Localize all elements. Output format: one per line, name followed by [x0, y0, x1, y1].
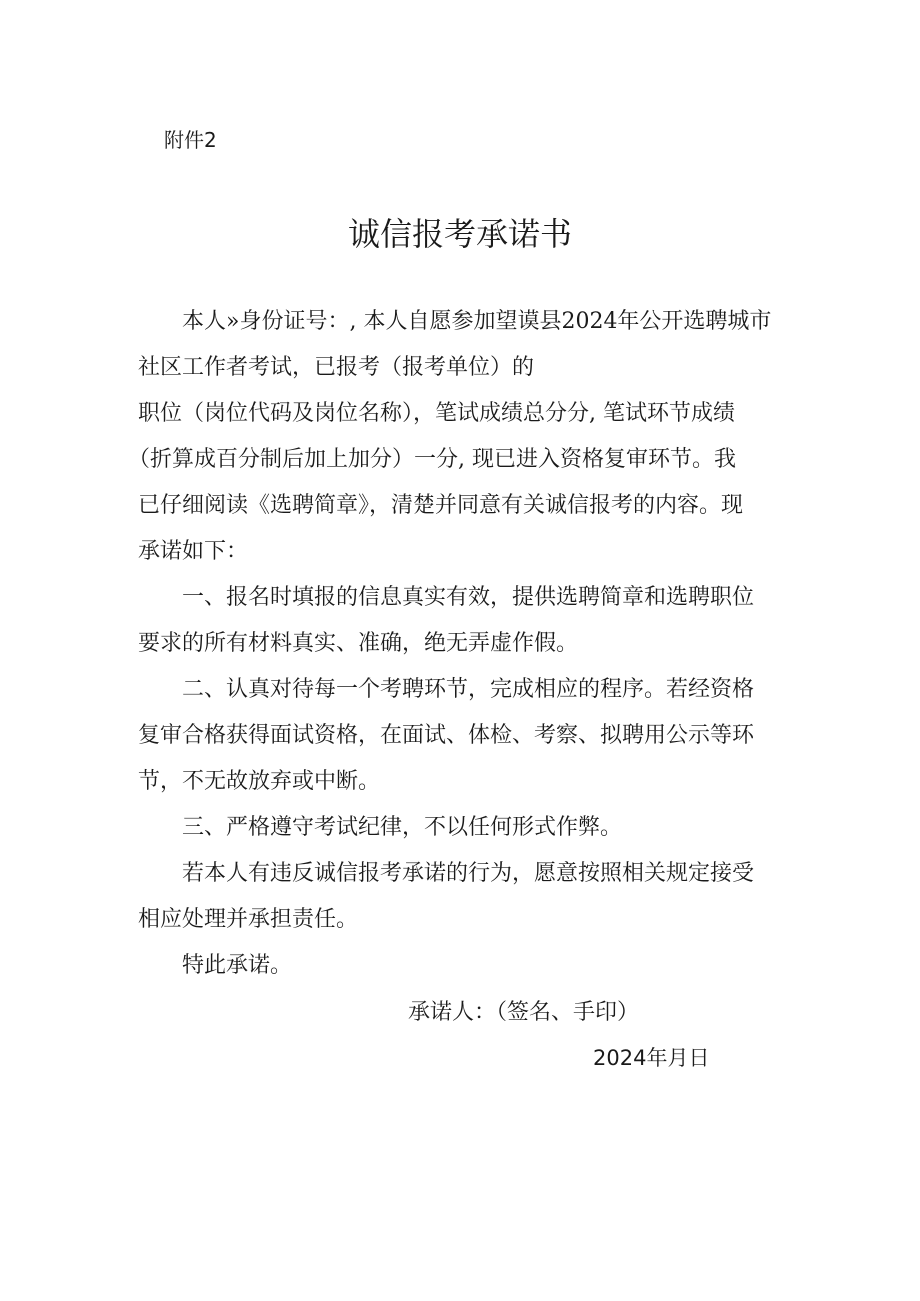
commitment-item-3: 三、严格遵守考试纪律，不以任何形式作弊。 [182, 815, 623, 840]
signer-line: 承诺人：（签名、手印） [408, 1000, 640, 1025]
violation-clause: 相应处理并承担责任。 [138, 907, 359, 932]
intro-line: 职位（岗位代码及岗位名称），笔试成绩总分分, 笔试环节成绩 [138, 401, 735, 426]
intro-line: 本人»身份证号：, 本人自愿参加望谟县2024年公开选聘城市 [182, 309, 772, 334]
intro-line: （折算成百分制后加上加分）一分, 现已进入资格复审环节。我 [128, 447, 736, 472]
intro-line: 社区工作者考试，已报考（报考单位）的 [138, 355, 535, 380]
commitment-item-2: 二、认真对待每一个考聘环节，完成相应的程序。若经资格 [182, 677, 755, 702]
commitment-item-2: 节，不无故放弃或中断。 [138, 769, 381, 794]
closing-statement: 特此承诺。 [182, 953, 293, 978]
document-body [128, 299, 788, 989]
commitment-item-1: 要求的所有材料真实、准确，绝无弄虚作假。 [138, 631, 579, 656]
commitment-item-1: 一、报名时填报的信息真实有效，提供选聘简章和选聘职位 [182, 585, 755, 610]
intro-line: 承诺如下： [138, 539, 249, 564]
intro-line: 已仔细阅读《选聘简章》，清楚并同意有关诚信报考的内容。现 [138, 493, 744, 518]
document-title: 诚信报考承诺书 [347, 215, 572, 253]
violation-clause: 若本人有违反诚信报考承诺的行为，愿意按照相关规定接受 [182, 861, 755, 886]
commitment-item-2: 复审合格获得面试资格，在面试、体检、考察、拟聘用公示等环 [138, 723, 755, 748]
date-line: 2024年月日 [593, 1046, 710, 1070]
attachment-label: 附件2 [164, 128, 217, 152]
